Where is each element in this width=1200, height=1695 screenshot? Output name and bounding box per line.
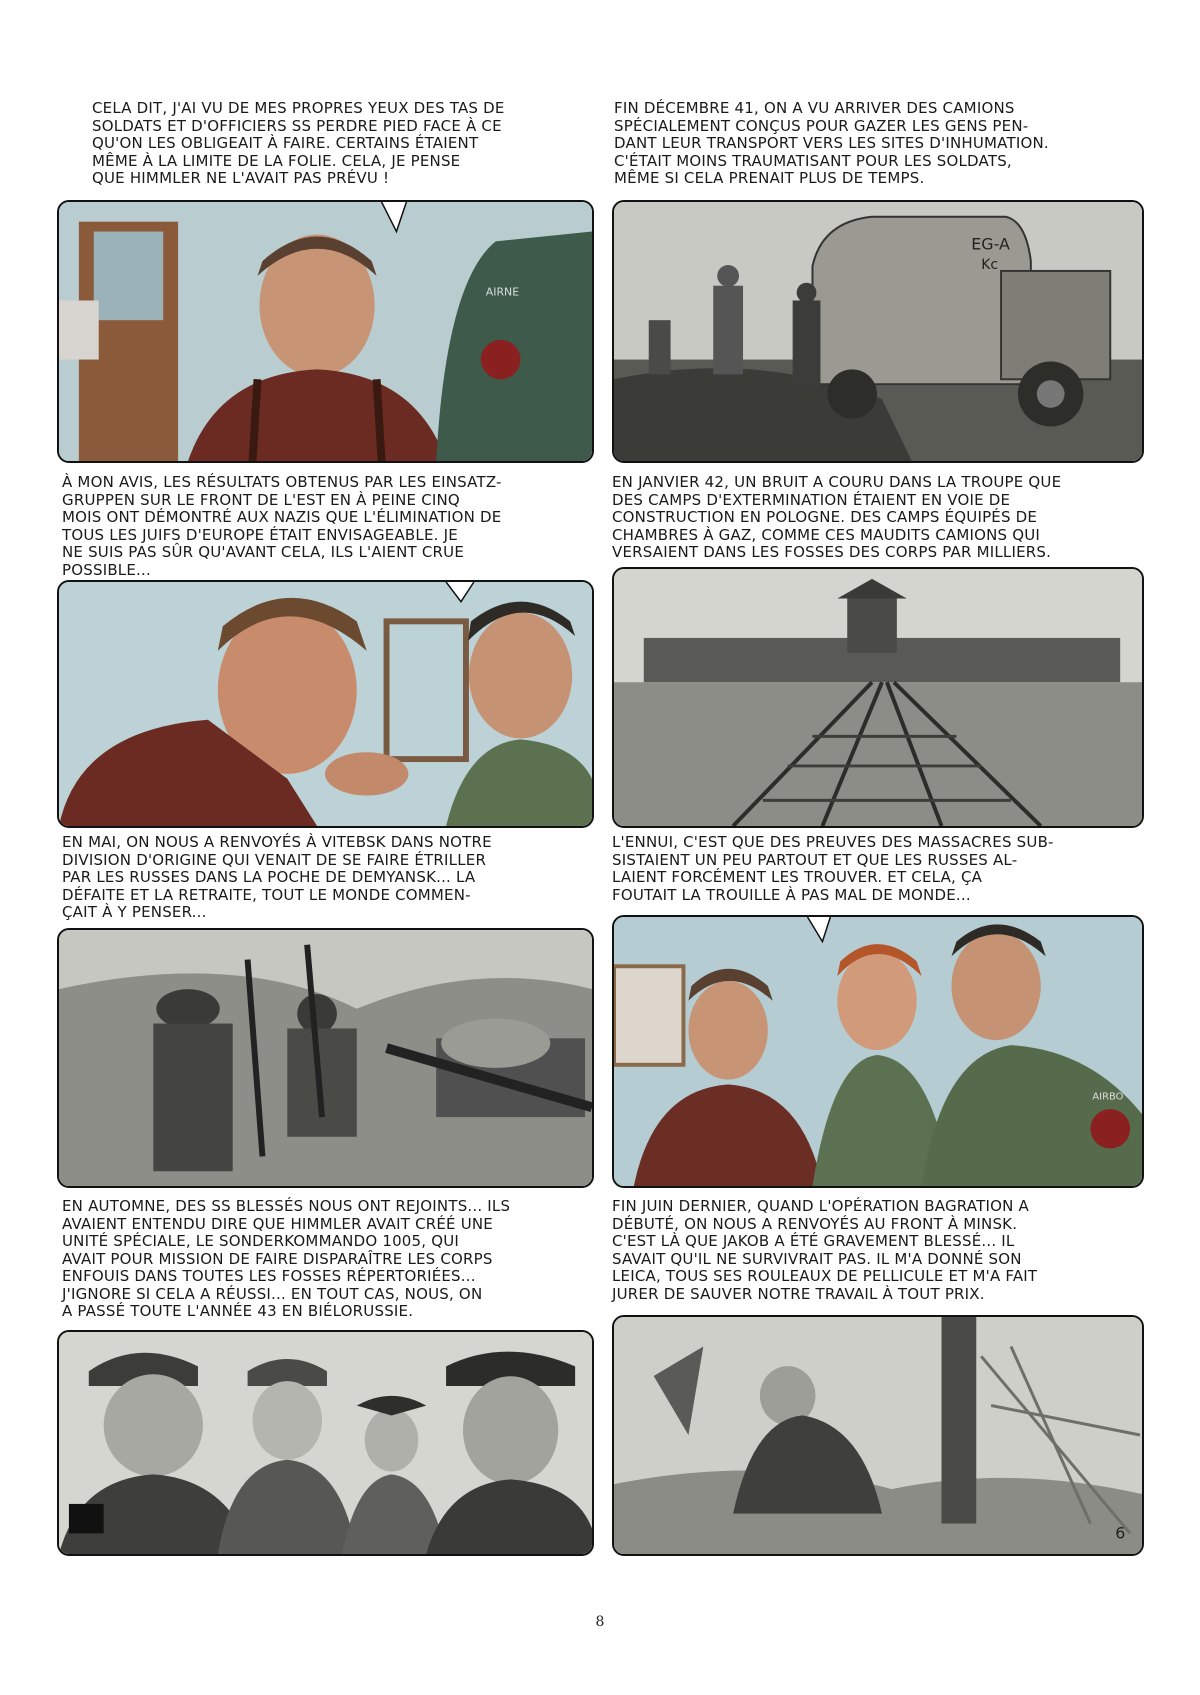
panel-camp-railway xyxy=(612,567,1144,828)
panel-three-men-art xyxy=(614,917,1142,1186)
panel-ss-officers xyxy=(57,1330,594,1556)
panel-machinegun-art xyxy=(59,930,592,1186)
page-number: 8 xyxy=(595,1614,605,1630)
panel-man-talking xyxy=(57,200,594,463)
panel-three-men xyxy=(612,915,1144,1188)
patch-label-2: AIRBO xyxy=(1092,1091,1124,1103)
panel-camp-railway-art xyxy=(614,569,1142,826)
truck-plate-line-2: Kc xyxy=(981,257,998,273)
panel-ss-officers-art xyxy=(59,1332,592,1554)
caption-2: FIN DÉCEMBRE 41, ON A VU ARRIVER DES CAMIONS SPÉCIALEMENT CONÇUS POUR GAZER LES GENS PEN- DANT LEUR TRANSPORT VERS LES SITES D'INHUMATION. C'ÉTAIT MOINS TRAUMATISANT POUR LES SOLDATS, MÊME SI CELA PRENAIT PLUS DE TEMPS. xyxy=(614,99,1049,187)
caption-7: EN AUTOMNE, DES SS BLESSÉS NOUS ONT REJOINTS... ILS AVAIENT ENTENDU DIRE QUE HIMMLER AVAIT CRÉÉ UNE UNITÉ SPÉCIALE, LE SONDERKOMMANDO 1005, QUI AVAIT POUR MISSION DE FAIRE DISPARAÎTRE LES CORPS ENFOUIS DANS TOUTES LES FOSSES RÉPERTORIÉES... J'IGNORE SI CELA A RÉUSSI... EN TOUT CAS, NOUS, ON A PASSÉ TOUTE L'ANNÉE 43 EN BIÉLORUSSIE. xyxy=(62,1197,511,1320)
caption-1: CELA DIT, J'AI VU DE MES PROPRES YEUX DES TAS DE SOLDATS ET D'OFFICIERS SS PERDRE PIED FACE À CE QU'ON LES OBLIGEAIT À FAIRE. CERTAINS ÉTAIENT MÊME À LA LIMITE DE LA FOLIE. CELA, JE PENSE QUE HIMMLER NE L'AVAIT PAS PRÉVU ! xyxy=(92,99,505,187)
panel-wounded-soldier-art xyxy=(614,1317,1142,1554)
caption-6: L'ENNUI, C'EST QUE DES PREUVES DES MASSACRES SUB- SISTAIENT UN PEU PARTOUT ET QUE LES RUSSES AL- LAIENT FORCÉMENT LES TROUVER. ET CELA, ÇA FOUTAIT LA TROUILLE À PAS MAL DE MONDE... xyxy=(612,833,1054,904)
panel-two-soldiers-talking xyxy=(57,580,594,828)
panel-gas-truck xyxy=(612,200,1144,463)
panel-gas-truck-art xyxy=(614,202,1142,461)
caption-3: À MON AVIS, LES RÉSULTATS OBTENUS PAR LES EINSATZ- GRUPPEN SUR LE FRONT DE L'EST EN À PEINE CINQ MOIS ONT DÉMONTRÉ AUX NAZIS QUE L'ÉLIMINATION DE TOUS LES JUIFS D'EUROPE ÉTAIT ENVISAGEABLE. JE NE SUIS PAS SÛR QU'AVANT CELA, ILS L'AIENT CRUE POSSIBLE... xyxy=(62,473,502,579)
panel-man-talking-art xyxy=(59,202,592,461)
panel-soldiers-with-machinegun xyxy=(57,928,594,1188)
patch-label: AIRNE xyxy=(485,285,520,299)
caption-8: FIN JUIN DERNIER, QUAND L'OPÉRATION BAGRATION A DÉBUTÉ, ON NOUS A RENVOYÉS AU FRONT À MINSK. C'EST LÀ QUE JAKOB A ÉTÉ GRAVEMENT BLESSÉ... IL SAVAIT QU'IL NE SURVIVRAIT PAS. IL M'A DONNÉ SON LEICA, TOUS SES ROULEAUX DE PELLICULE ET M'A FAIT JURER DE SAUVER NOTRE TRAVAIL À TOUT PRIX. xyxy=(612,1197,1038,1303)
panel-two-soldiers-art xyxy=(59,582,592,826)
caption-4: EN JANVIER 42, UN BRUIT A COURU DANS LA TROUPE QUE DES CAMPS D'EXTERMINATION ÉTAIENT EN VOIE DE CONSTRUCTION EN POLOGNE. DES CAMPS ÉQUIPÉS DE CHAMBRES À GAZ, COMME CES MAUDITS CAMIONS QUI VERSAIENT DANS LES FOSSES DES CORPS PAR MILLIERS. xyxy=(612,473,1062,561)
panel-wounded-soldier xyxy=(612,1315,1144,1556)
caption-5: EN MAI, ON NOUS A RENVOYÉS À VITEBSK DANS NOTRE DIVISION D'ORIGINE QUI VENAIT DE SE FAIRE ÉTRILLER PAR LES RUSSES DANS LA POCHE DE DEMYANSK... LA DÉFAITE ET LA RETRAITE, TOUT LE MONDE COMMEN- ÇAIT À Y PENSER... xyxy=(62,833,492,921)
truck-plate-line-1: EG-A xyxy=(971,234,1010,254)
artist-signature: 6 xyxy=(1115,1523,1126,1543)
